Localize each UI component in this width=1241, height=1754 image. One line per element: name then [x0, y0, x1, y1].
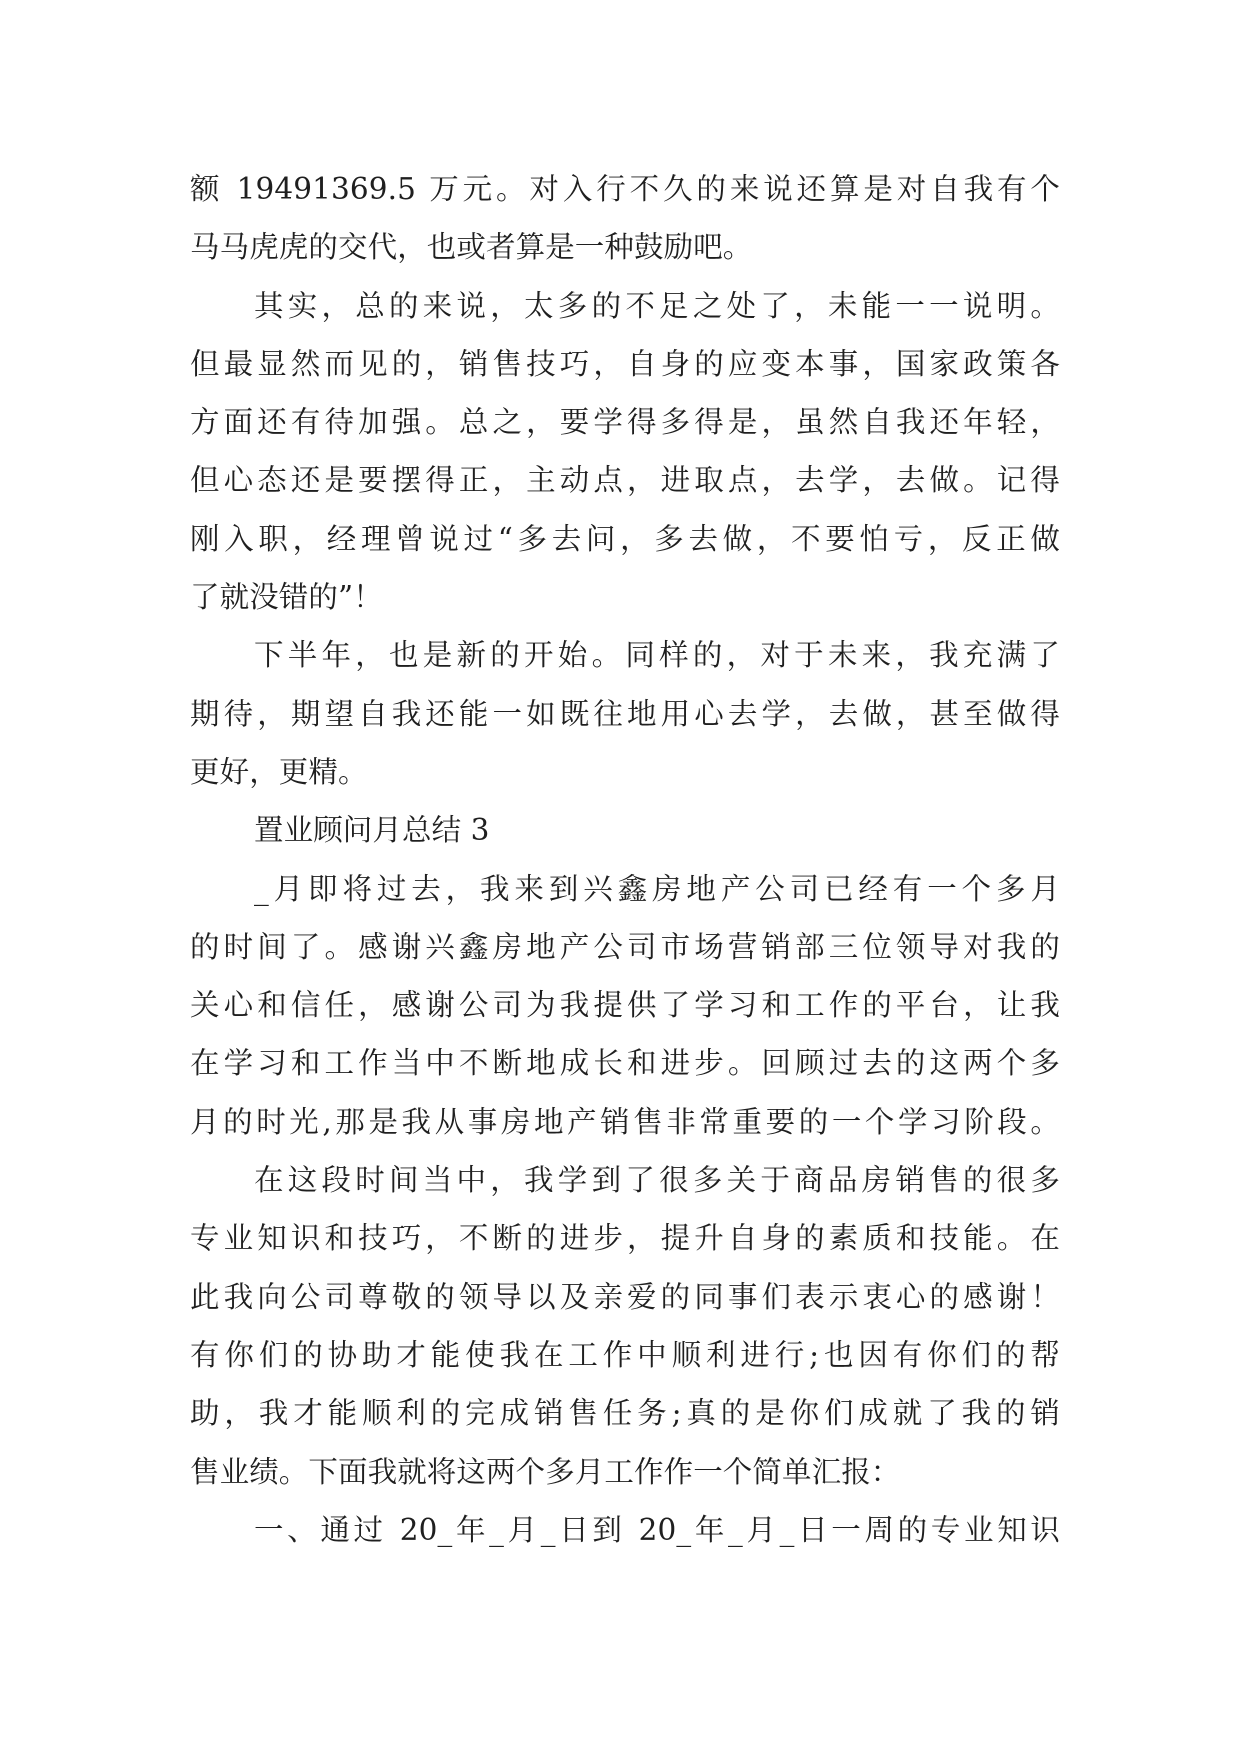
section-heading: 置业顾问月总结 3 — [254, 813, 490, 848]
text-line: 其实，总的来说，太多的不足之处了，未能一一说明。 — [254, 288, 1060, 323]
text-line: 在这段时间当中，我学到了很多关于商品房销售的很多 — [254, 1163, 1060, 1198]
text-line: 额 19491369.5 万元。对入行不久的来说还算是对自我有个 — [190, 172, 1060, 206]
text-line: 此我向公司尊敬的领导以及亲爱的同事们表示衷心的感谢！ — [190, 1279, 1060, 1314]
text-line: 在学习和工作当中不断地成长和进步。回顾过去的这两个多 — [190, 1046, 1060, 1081]
text-line: 专业知识和技巧，不断的进步，提升自身的素质和技能。在 — [190, 1221, 1060, 1256]
text-line: 但最显然而见的，销售技巧，自身的应变本事，国家政策各 — [190, 346, 1060, 381]
text-line: 期待，期望自我还能一如既往地用心去学，去做，甚至做得 — [190, 696, 1060, 731]
text-line: 马马虎虎的交代，也或者算是一种鼓励吧。 — [190, 230, 753, 265]
text-line: 有你们的协助才能使我在工作中顺利进行;也因有你们的帮 — [190, 1337, 1060, 1372]
text-line: 售业绩。下面我就将这两个多月工作作一个简单汇报： — [190, 1454, 901, 1489]
text-line: 月的时光,那是我从事房地产销售非常重要的一个学习阶段。 — [190, 1104, 1060, 1139]
text-line: 下半年，也是新的开始。同样的，对于未来，我充满了 — [254, 638, 1060, 673]
text-line: 的时间了。感谢兴鑫房地产公司市场营销部三位领导对我的 — [190, 929, 1060, 964]
text-line: 了就没错的”！ — [190, 580, 383, 615]
text-line: 但心态还是要摆得正，主动点，进取点，去学，去做。记得 — [190, 463, 1060, 498]
text-line: 更好，更精。 — [190, 754, 368, 789]
text-line: 一、通过 20_年_月_日到 20_年_月_日一周的专业知识 — [254, 1512, 1060, 1547]
text-line: _月即将过去，我来到兴鑫房地产公司已经有一个多月 — [254, 871, 1060, 906]
text-line: 方面还有待加强。总之，要学得多得是，虽然自我还年轻， — [190, 405, 1060, 440]
document-body — [190, 160, 1060, 1559]
text-line: 刚入职，经理曾说过“多去问，多去做，不要怕亏，反正做 — [190, 521, 1060, 556]
text-line: 关心和信任，感谢公司为我提供了学习和工作的平台，让我 — [190, 988, 1060, 1023]
text-line: 助，我才能顺利的完成销售任务;真的是你们成就了我的销 — [190, 1396, 1060, 1431]
